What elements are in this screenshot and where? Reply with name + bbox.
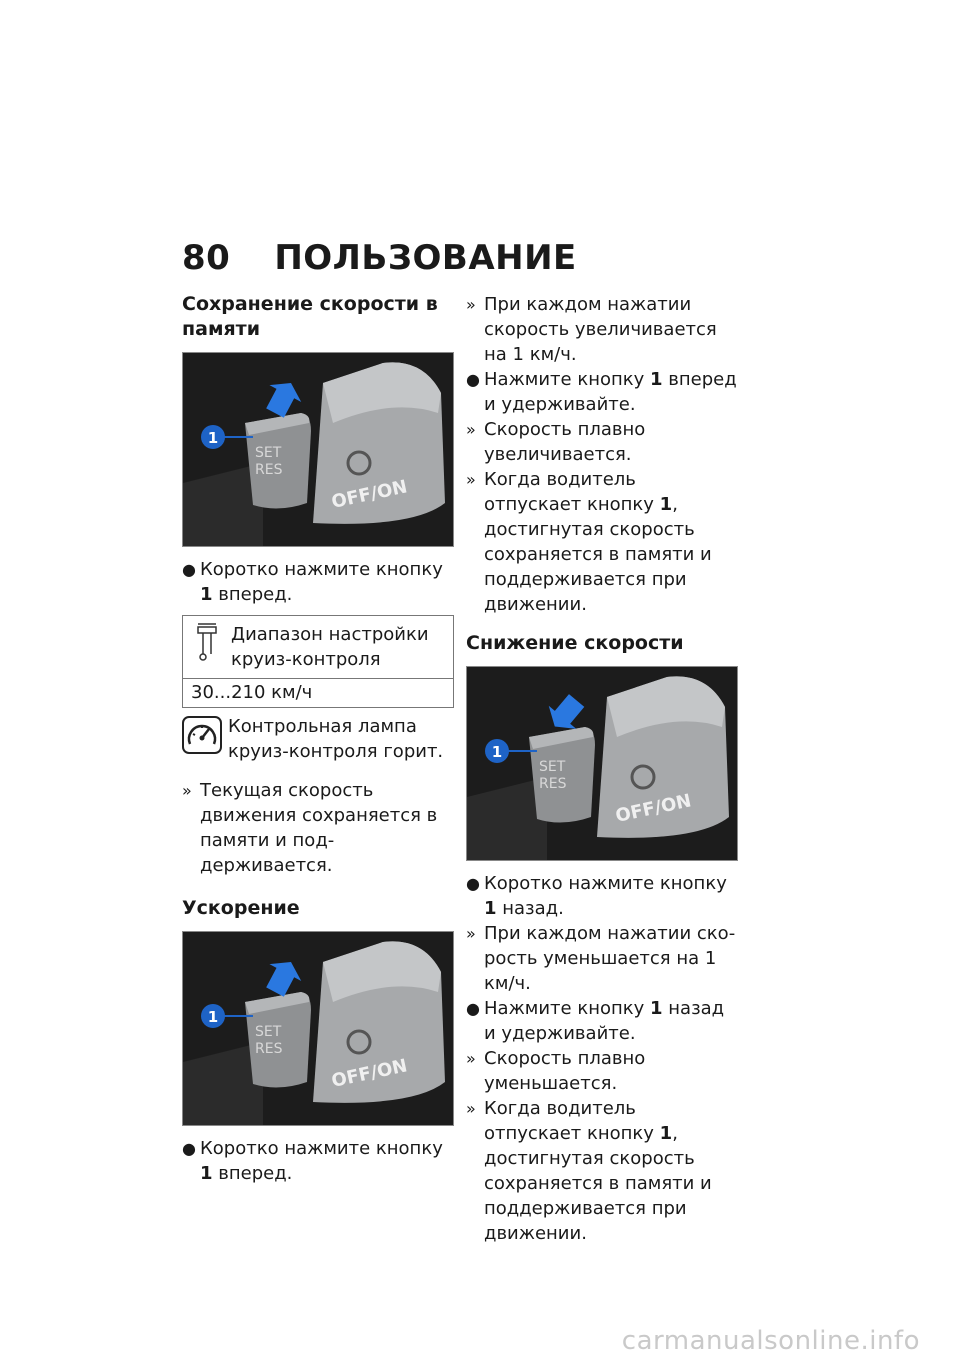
svg-text:1: 1 — [207, 429, 219, 447]
section-title: ПОЛЬЗОВАНИЕ — [274, 238, 577, 278]
step-press-back: ● Коротко нажмите кнопку 1 назад. — [466, 873, 727, 919]
cruise-range-icon — [195, 622, 219, 669]
result-smooth-decrease: » Скорость плавно уменьшается. — [466, 1048, 646, 1094]
cruise-control-lamp-icon — [182, 716, 222, 761]
set-label: SET — [255, 445, 282, 461]
indicator-note — [182, 714, 454, 764]
result-speed-decrease: » При каждом нажатии скорость уменьшается на 1 км/ч. — [466, 923, 736, 994]
step-press-forward: ● Коротко нажмите кнопку 1 вперед. — [182, 559, 443, 605]
page-header — [182, 238, 577, 278]
heading-save-speed: Сохранение скорости в памяти — [182, 293, 438, 340]
result-release-back: » Когда водитель отпускает кнопку 1, достигнутая скорость сохраняется в памяти и поддерживается при движении. — [466, 1098, 712, 1244]
figure-set-button-back — [466, 666, 738, 861]
left-column — [182, 292, 454, 1186]
res-label: RES — [539, 776, 567, 792]
result-speed-increase: » При каждом нажатии скорость увеличивается на 1 км/ч. — [466, 294, 717, 365]
res-label: RES — [255, 462, 283, 478]
result-smooth-increase: » Скорость плавно увеличивается. — [466, 419, 646, 465]
res-label: RES — [255, 1041, 283, 1057]
svg-text:1: 1 — [207, 1008, 219, 1026]
result-release-forward: » Когда водитель отпускает кнопку 1, достигнутая скорость сохраняется в памяти и поддерживается при движении. — [466, 469, 712, 615]
set-label: SET — [539, 759, 566, 775]
page-number: 80 — [182, 238, 231, 278]
step-hold-forward: ● Нажмите кнопку 1 вперед и удерживайте. — [466, 369, 737, 415]
set-label: SET — [255, 1024, 282, 1040]
figure-set-button-forward — [182, 352, 454, 547]
step-press-forward-accel: ● Коротко нажмите кнопку 1 вперед. — [182, 1138, 443, 1184]
spec-header — [183, 616, 453, 679]
spec-label: Диапазон настройки круиз-контроля — [231, 624, 429, 670]
spec-table — [182, 615, 454, 708]
offon-label: OFF/ON — [329, 476, 410, 513]
figure-accelerate — [182, 931, 454, 1126]
offon-label: OFF/ON — [329, 1055, 410, 1092]
switch-illustration — [183, 353, 453, 546]
switch-illustration — [467, 667, 737, 860]
note-text: Контрольная лампа круиз-контроля горит. — [228, 716, 444, 762]
watermark: carmanualsonline.info — [621, 1326, 920, 1356]
spec-value: 30...210 км/ч — [191, 682, 313, 703]
right-column — [466, 292, 738, 1246]
heading-acceleration: Ускорение — [182, 897, 300, 919]
offon-label: OFF/ON — [613, 790, 694, 827]
switch-illustration — [183, 932, 453, 1125]
svg-text:1: 1 — [491, 743, 503, 761]
result-speed-saved: » Текущая скорость движения сохраняется в памяти и поддерживается. — [182, 780, 438, 876]
heading-deceleration: Снижение скорости — [466, 632, 684, 654]
step-hold-back: ● Нажмите кнопку 1 назад и удерживайте. — [466, 998, 725, 1044]
